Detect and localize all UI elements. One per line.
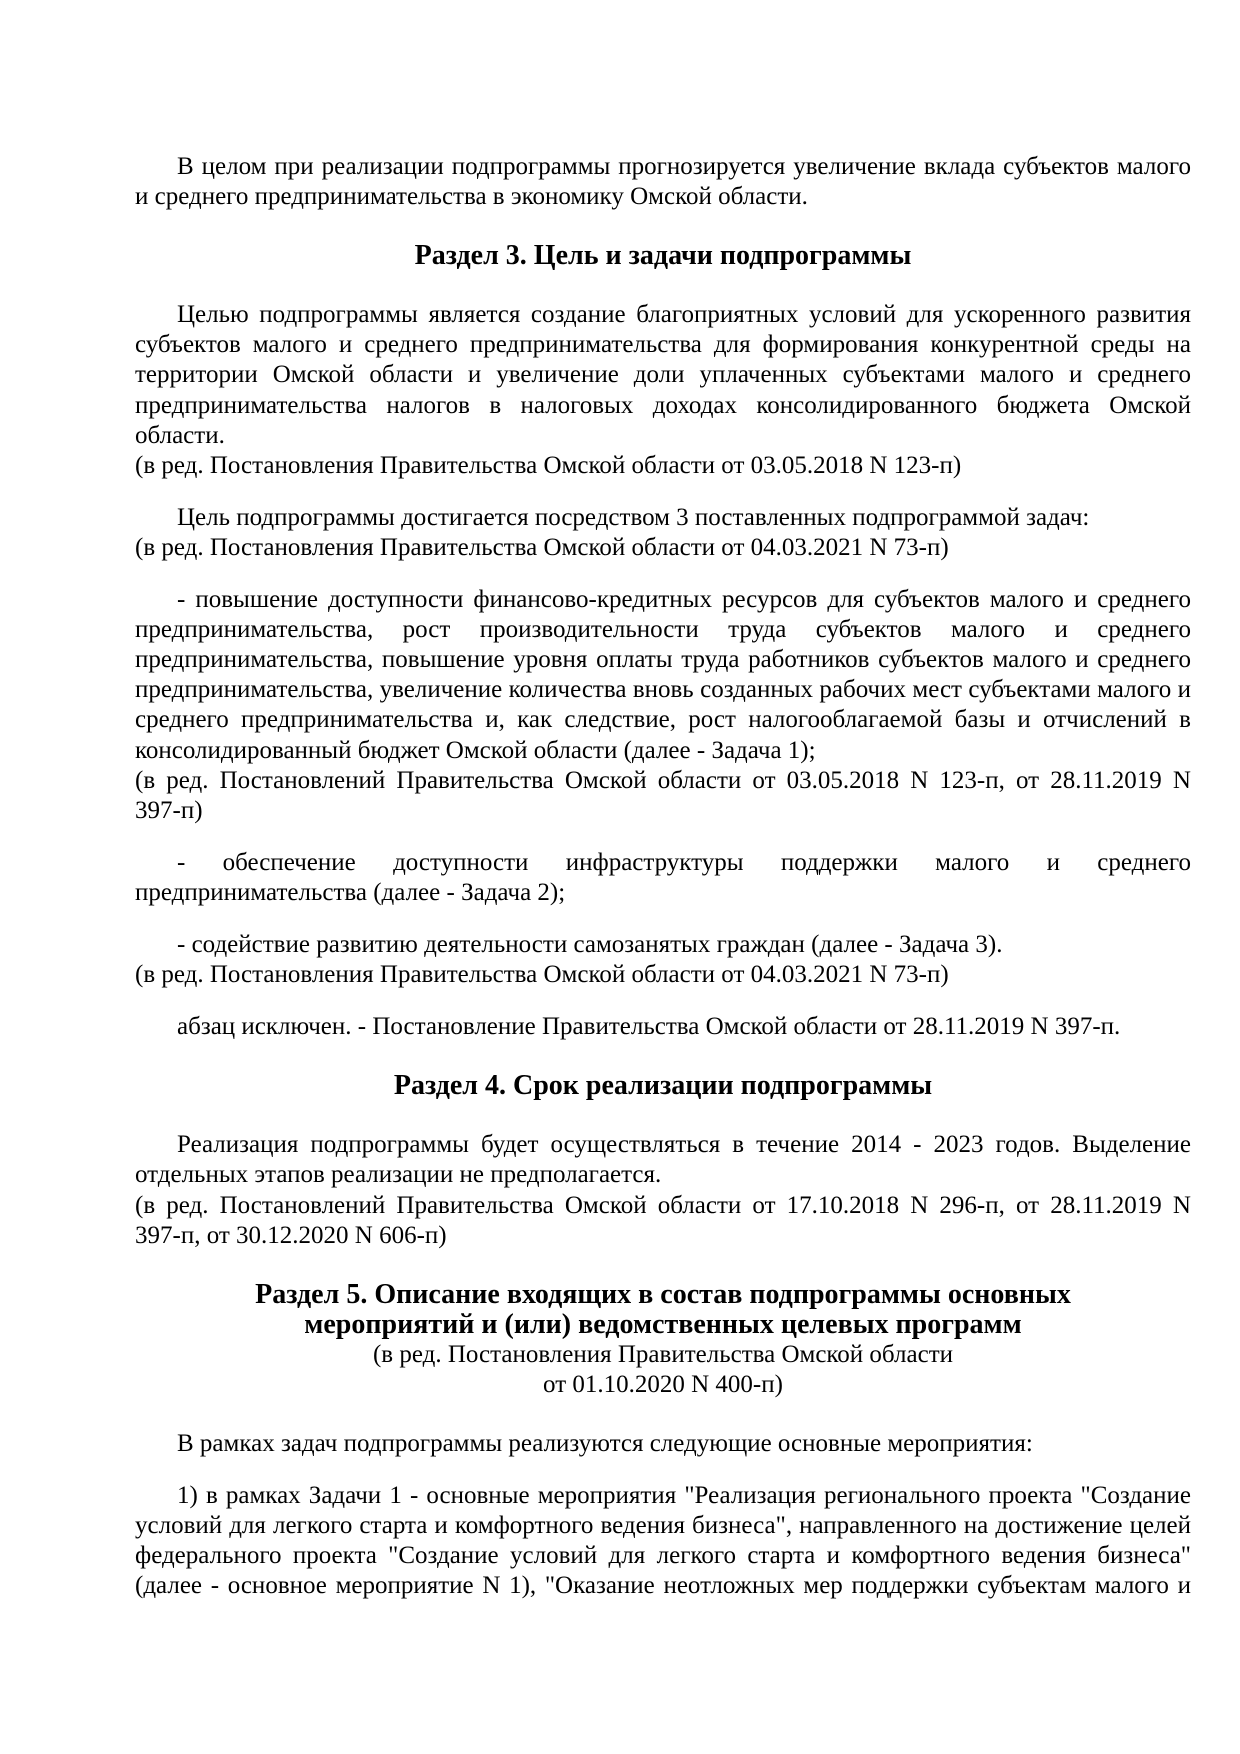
text-line: - повышение доступности финансово-кредитных ресурсов для субъектов малого и среднего (177, 586, 1191, 614)
text-line: 397-п, от 30.12.2020 N 606-п) (135, 1221, 447, 1249)
paragraph (135, 1012, 1191, 1042)
text-line: (в ред. Постановлений Правительства Омской области от 17.10.2018 N 296-п, от 28.11.2019 N (135, 1191, 1191, 1219)
text-line: (в ред. Постановления Правительства Омской области от 03.05.2018 N 123-п) (135, 451, 962, 479)
text-line: территории Омской области и увеличение доли уплаченных субъектами малого и среднего (135, 361, 1191, 389)
section-heading (135, 1071, 1191, 1101)
text-line: - содействие развитию деятельности самозанятых граждан (далее - Задача 3). (177, 930, 1003, 958)
text-line: предпринимательства, повышение уровня оплаты труда работников субъектов малого и среднего (135, 646, 1191, 674)
text-line: Раздел 5. Описание входящих в состав подпрограммы основных (255, 1278, 1071, 1310)
text-line: Раздел 4. Срок реализации подпрограммы (393, 1070, 933, 1102)
paragraph (135, 152, 1191, 212)
text-line: и среднего предпринимательства в экономику Омской области. (135, 183, 808, 211)
amendment-reference (135, 960, 1191, 990)
paragraph (135, 1130, 1191, 1190)
section-heading (135, 1280, 1191, 1340)
paragraph (135, 930, 1191, 960)
text-line: (далее - основное мероприятие N 1), "Оказание неотложных мер поддержки субъектам малого и (135, 1572, 1191, 1600)
paragraph (135, 1481, 1191, 1601)
text-line: Цель подпрограммы достигается посредством 3 поставленных подпрограммой задач: (177, 503, 1090, 531)
section-heading (135, 241, 1191, 271)
text-line: от 01.10.2020 N 400-п) (543, 1371, 783, 1398)
paragraph (135, 1429, 1191, 1459)
text-line: (в ред. Постановления Правительства Омской области от 04.03.2021 N 73-п) (135, 533, 949, 561)
text-line: мероприятий и (или) ведомственных целевых программ (304, 1308, 1022, 1340)
text-line: предпринимательства налогов в налоговых доходах консолидированного бюджета Омской (135, 391, 1191, 419)
text-line: предпринимательства, увеличение количества вновь созданных рабочих мест субъектами малого и (135, 676, 1191, 704)
text-line: В целом при реализации подпрограммы прогнозируется увеличение вклада субъектов малого (177, 153, 1191, 180)
heading-amendment-reference (135, 1340, 1191, 1400)
text-line: абзац исключен. - Постановление Правительства Омской области от 28.11.2019 N 397-п. (177, 1013, 1121, 1041)
amendment-reference (135, 766, 1191, 826)
text-line: отдельных этапов реализации не предполагается. (135, 1161, 662, 1189)
paragraph (135, 585, 1191, 766)
text-line: Раздел 3. Цель и задачи подпрограммы (414, 240, 912, 272)
text-line: (в ред. Постановления Правительства Омской области (372, 1340, 954, 1368)
text-line: предпринимательства (далее - Задача 2); (135, 878, 566, 906)
text-line: среднего предпринимательства и, как следствие, рост налогооблагаемой базы и отчислений в (135, 706, 1191, 734)
text-line: - обеспечение доступности инфраструктуры поддержки малого и среднего (177, 848, 1191, 876)
text-line: Целью подпрограммы является создание благоприятных условий для ускоренного развития (177, 301, 1191, 329)
text-line: области. (135, 421, 225, 449)
text-line: В рамках задач подпрограммы реализуются следующие основные мероприятия: (177, 1430, 1033, 1458)
paragraph (135, 848, 1191, 908)
text-line: 1) в рамках Задачи 1 - основные мероприятия "Реализация регионального проекта "Создание (177, 1482, 1191, 1510)
paragraph (135, 503, 1191, 533)
document-page (135, 152, 1191, 1602)
text-line: субъектов малого и среднего предпринимательства для формирования конкурентной среды на (135, 331, 1191, 359)
text-line: федерального проекта "Создание условий для легкого старта и комфортного ведения бизнеса" (135, 1542, 1191, 1570)
text-line: условий для легкого старта и комфортного ведения бизнеса", направленного на достижение целей (135, 1512, 1191, 1540)
text-line: предпринимательства, рост производительности труда субъектов малого и среднего (135, 616, 1191, 644)
text-line: (в ред. Постановлений Правительства Омской области от 03.05.2018 N 123-п, от 28.11.2019 N (135, 766, 1191, 794)
paragraph (135, 300, 1191, 450)
amendment-reference (135, 533, 1191, 563)
amendment-reference (135, 451, 1191, 481)
amendment-reference (135, 1191, 1191, 1251)
text-line: (в ред. Постановления Правительства Омской области от 04.03.2021 N 73-п) (135, 961, 949, 989)
text-line: консолидированный бюджет Омской области (далее - Задача 1); (135, 736, 816, 764)
text-line: 397-п) (135, 796, 203, 824)
text-line: Реализация подпрограммы будет осуществляться в течение 2014 - 2023 годов. Выделение (177, 1131, 1191, 1159)
